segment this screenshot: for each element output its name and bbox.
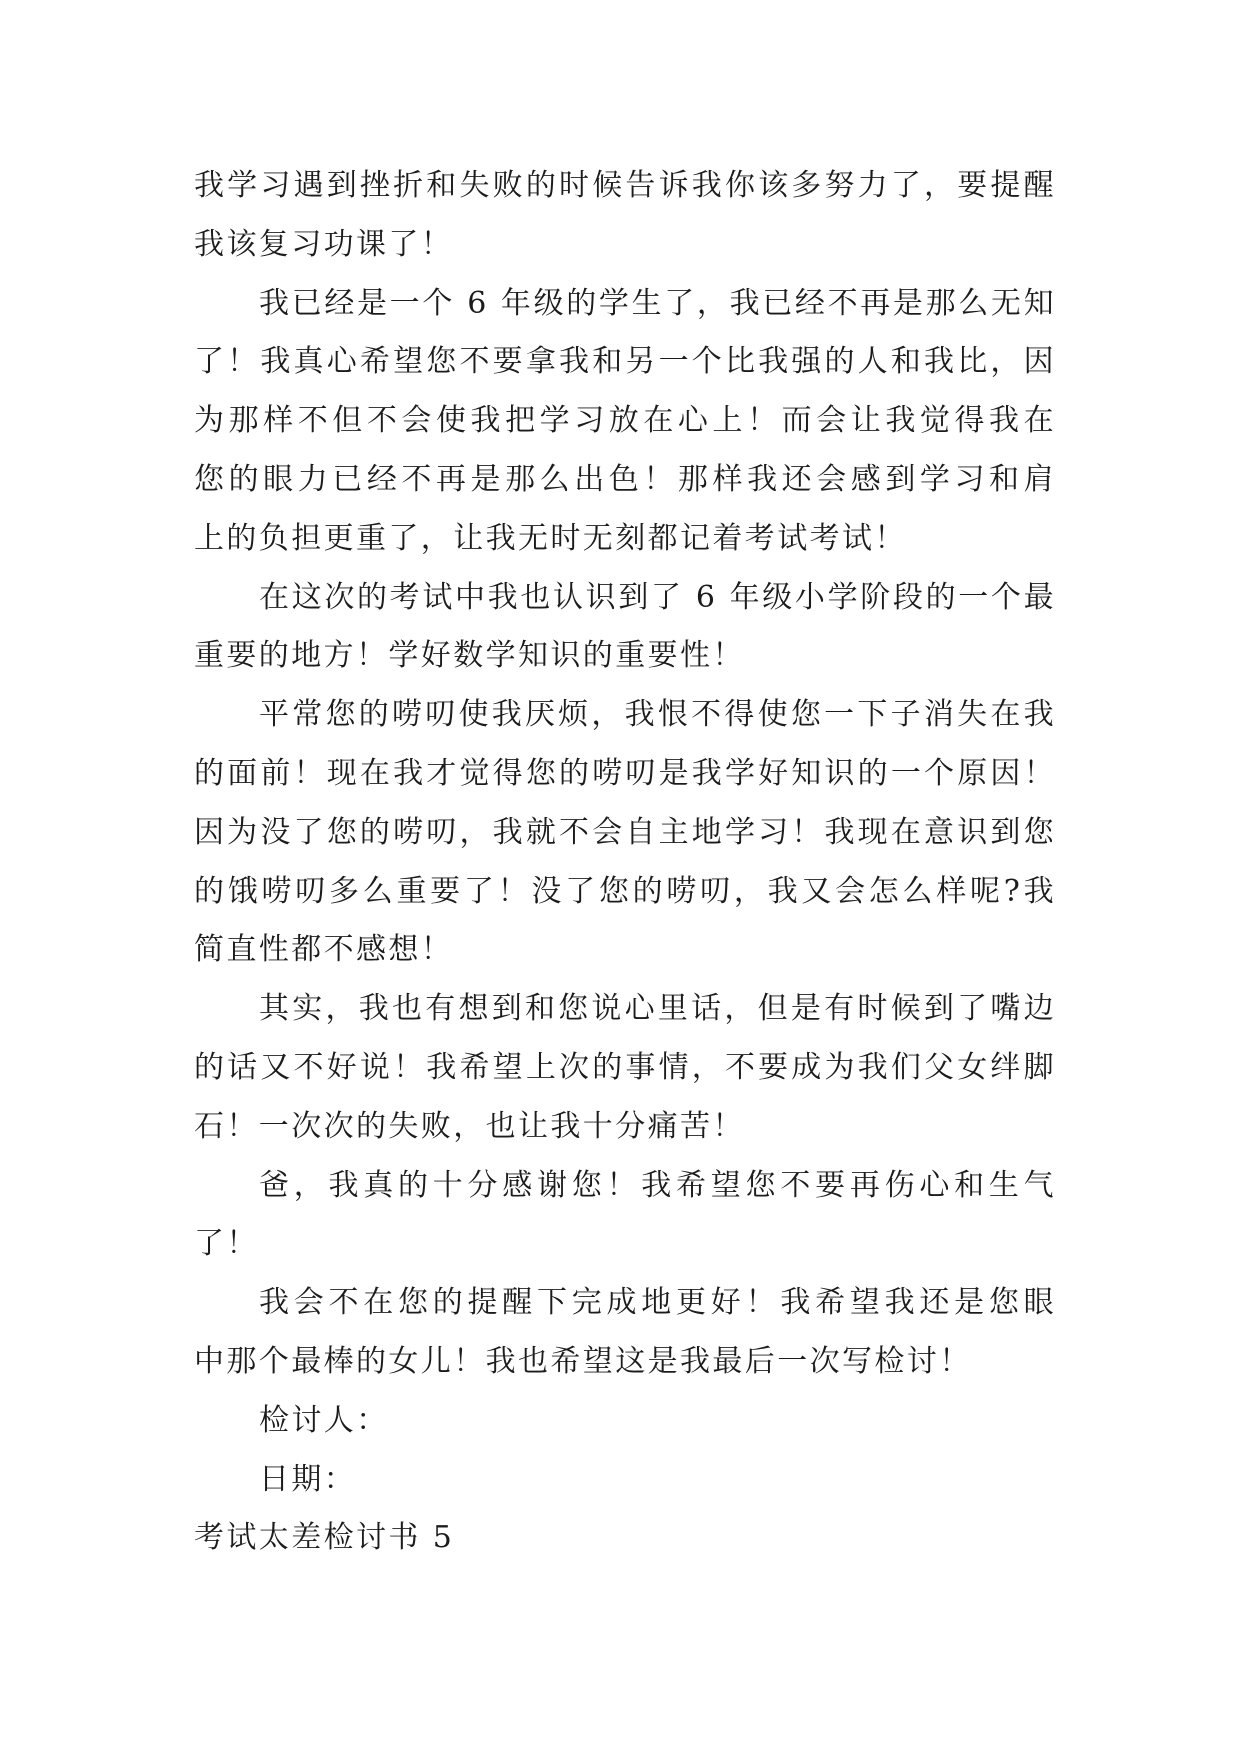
text-line: 的饿唠叨多么重要了！没了您的唠叨，我又会怎么样呢?我 [194,873,1056,909]
date-label [194,1451,1056,1510]
text-line: 了！ [194,1226,259,1262]
text-line: 我会不在您的提醒下完成地更好！我希望我还是您眼 [259,1285,1056,1321]
text-line: 因为没了您的唠叨，我就不会自主地学习！我现在意识到您 [194,814,1056,850]
text-line: 为那样不但不会使我把学习放在心上！而会让我觉得我在 [194,403,1056,439]
text-line: 石！一次次的失败，也让我十分痛苦！ [194,1108,745,1144]
section-title [194,1509,1056,1568]
document-body [194,157,1056,1568]
text-line: 我该复习功课了！ [194,226,454,262]
paragraph [194,1157,1056,1275]
text-line: 检讨人： [259,1402,389,1438]
paragraph [194,569,1056,687]
text-line: 重要的地方！学好数学知识的重要性！ [194,638,745,674]
paragraph-continued [194,157,1056,275]
text-line: 简直性都不感想！ [194,932,454,968]
text-line: 在这次的考试中我也认识到了 6 年级小学阶段的一个最 [259,579,1056,615]
paragraph [194,1274,1056,1392]
text-line: 日期： [259,1461,357,1497]
text-line: 我学习遇到挫折和失败的时候告诉我你该多努力了，要提醒 [194,168,1056,203]
text-line: 了！我真心希望您不要拿我和另一个比我强的人和我比，因 [194,344,1056,380]
text-line: 我已经是一个 6 年级的学生了，我已经不再是那么无知 [259,285,1056,321]
text-line: 其实，我也有想到和您说心里话，但是有时候到了嘴边 [259,991,1056,1027]
paragraph [194,275,1056,569]
paragraph [194,980,1056,1156]
text-line: 爸，我真的十分感谢您！我希望您不要再伤心和生气 [259,1167,1056,1203]
signature-label [194,1392,1056,1451]
paragraph [194,686,1056,980]
text-line: 的面前！现在我才觉得您的唠叨是我学好知识的一个原因！ [194,755,1056,791]
section-title-text: 考试太差检讨书 5 [194,1520,455,1556]
text-line: 的话又不好说！我希望上次的事情，不要成为我们父女绊脚 [194,1049,1056,1085]
text-line: 中那个最棒的女儿！我也希望这是我最后一次写检讨！ [194,1343,972,1379]
text-line: 您的眼力已经不再是那么出色！那样我还会感到学习和肩 [194,461,1056,497]
text-line: 上的负担更重了，让我无时无刻都记着考试考试！ [194,520,907,556]
text-line: 平常您的唠叨使我厌烦，我恨不得使您一下子消失在我 [259,697,1056,733]
